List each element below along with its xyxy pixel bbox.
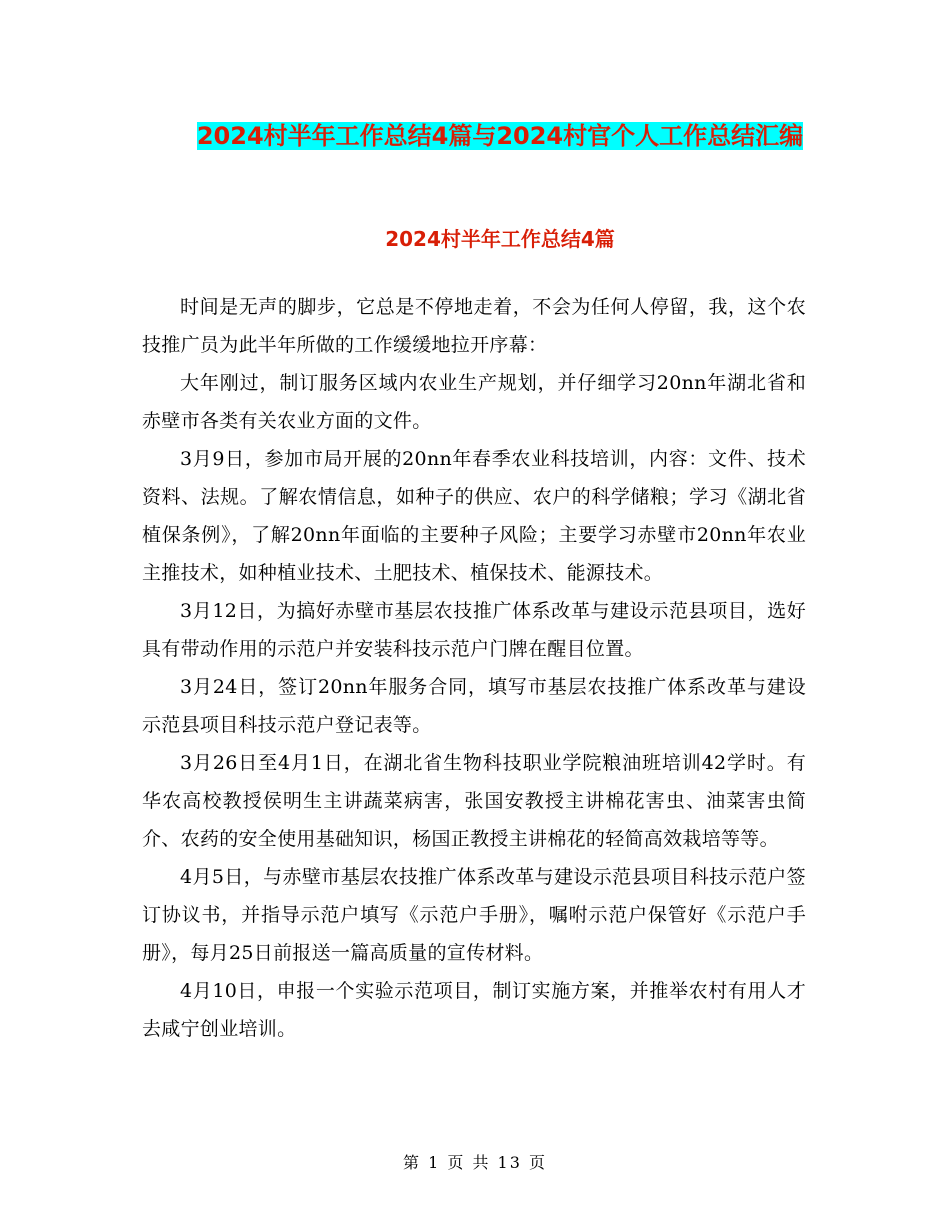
paragraph: 3月24日，签订20nn年服务合同，填写市基层农技推广体系改革与建设示范县项目科技示范户登记表等。 — [142, 676, 806, 736]
paragraph: 4月10日，申报一个实验示范项目，制订实施方案，并推举农村有用人才去咸宁创业培训。 — [142, 980, 806, 1040]
document-title-text: 2024村半年工作总结4篇与2024村官个人工作总结汇编 — [196, 122, 804, 150]
document-title — [140, 114, 860, 158]
section-title: 2024村半年工作总结4篇 — [385, 227, 615, 251]
paragraph: 3月9日，参加市局开展的20nn年春季农业科技培训，内容：文件、技术资料、法规。了解农情信息，如种子的供应、农户的科学储粮；学习《湖北省植保条例》，了解20nn年面临的主要种子风险；主要学习赤壁市20nn年农业主推技术，如种植业技术、土肥技术、植保技术、能源技术。 — [142, 448, 806, 584]
paragraph: 3月12日，为搞好赤壁市基层农技推广体系改革与建设示范县项目，选好具有带动作用的示范户并安装科技示范户门牌在醒目位置。 — [142, 600, 806, 660]
document-body — [142, 288, 806, 1048]
paragraph: 3月26日至4月1日，在湖北省生物科技职业学院粮油班培训42学时。有华农高校教授侯明生主讲蔬菜病害，张国安教授主讲棉花害虫、油菜害虫简介、农药的安全使用基础知识，杨国正教授主讲棉花的轻简高效栽培等等。 — [142, 752, 806, 850]
paragraph: 4月5日，与赤壁市基层农技推广体系改革与建设示范县项目科技示范户签订协议书，并指导示范户填写《示范户手册》，嘱咐示范户保管好《示范户手册》，每月25日前报送一篇高质量的宣传材料。 — [142, 866, 806, 964]
paragraph: 时间是无声的脚步，它总是不停地走着，不会为任何人停留，我，这个农技推广员为此半年所做的工作缓缓地拉开序幕： — [142, 296, 806, 356]
page-footer: 第 1 页 共 13 页 — [403, 1153, 547, 1172]
paragraph: 大年刚过，制订服务区域内农业生产规划，并仔细学习20nn年湖北省和赤壁市各类有关农业方面的文件。 — [142, 372, 806, 432]
